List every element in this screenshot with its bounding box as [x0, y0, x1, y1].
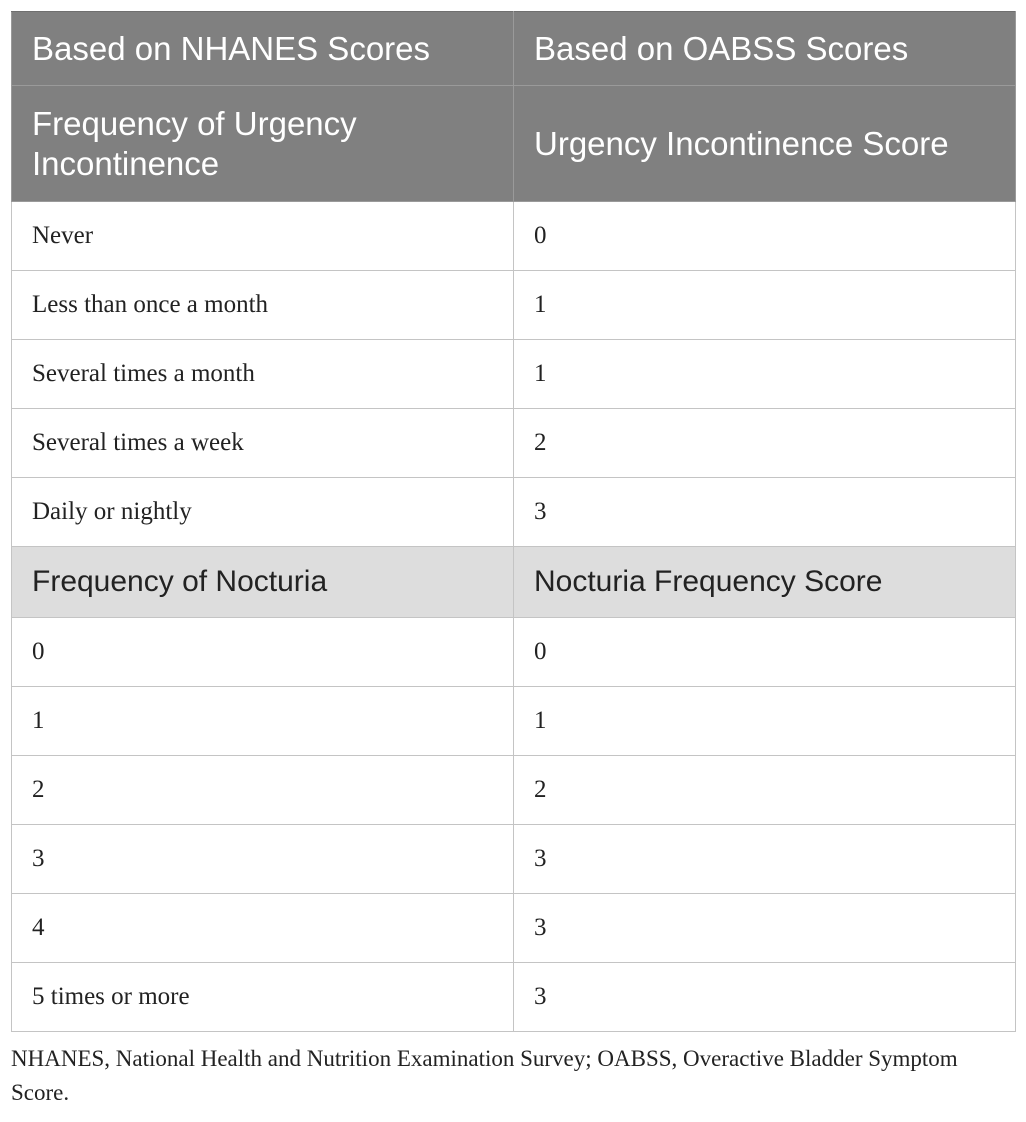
- score-mapping-table-container: [11, 11, 1015, 1032]
- table-header-row: [12, 12, 1016, 86]
- table-row: [12, 825, 1016, 894]
- nhanes-value-cell: 1: [12, 687, 514, 756]
- nhanes-value-cell: 5 times or more: [12, 963, 514, 1032]
- section-header-nocturia-score: Nocturia Frequency Score: [514, 547, 1016, 618]
- table-row: [12, 271, 1016, 340]
- column-header-oabss: Based on OABSS Scores: [514, 12, 1016, 86]
- nhanes-value-cell: 3: [12, 825, 514, 894]
- section-header-urgency-score: Urgency Incontinence Score: [514, 86, 1016, 202]
- table-row: [12, 409, 1016, 478]
- table-row: [12, 756, 1016, 825]
- oabss-score-cell: 0: [514, 618, 1016, 687]
- score-mapping-table: [11, 11, 1016, 1032]
- nhanes-value-cell: 2: [12, 756, 514, 825]
- nhanes-value-cell: Less than once a month: [12, 271, 514, 340]
- nhanes-value-cell: 0: [12, 618, 514, 687]
- nhanes-value-cell: Several times a month: [12, 340, 514, 409]
- section-header-row: [12, 86, 1016, 202]
- table-row: [12, 478, 1016, 547]
- section-header-row: [12, 547, 1016, 618]
- oabss-score-cell: 3: [514, 963, 1016, 1032]
- nhanes-value-cell: Daily or nightly: [12, 478, 514, 547]
- column-header-nhanes: Based on NHANES Scores: [12, 12, 514, 86]
- oabss-score-cell: 3: [514, 478, 1016, 547]
- oabss-score-cell: 1: [514, 687, 1016, 756]
- table-row: [12, 894, 1016, 963]
- oabss-score-cell: 1: [514, 271, 1016, 340]
- nhanes-value-cell: Never: [12, 202, 514, 271]
- oabss-score-cell: 3: [514, 894, 1016, 963]
- oabss-score-cell: 3: [514, 825, 1016, 894]
- table-row: [12, 963, 1016, 1032]
- section-header-nocturia-frequency: Frequency of Nocturia: [12, 547, 514, 618]
- table-row: [12, 618, 1016, 687]
- nhanes-value-cell: 4: [12, 894, 514, 963]
- table-row: [12, 340, 1016, 409]
- oabss-score-cell: 2: [514, 409, 1016, 478]
- section-header-urgency-frequency: Frequency of Urgency Incontinence: [12, 86, 514, 202]
- nhanes-value-cell: Several times a week: [12, 409, 514, 478]
- oabss-score-cell: 2: [514, 756, 1016, 825]
- table-row: [12, 687, 1016, 756]
- oabss-score-cell: 1: [514, 340, 1016, 409]
- oabss-score-cell: 0: [514, 202, 1016, 271]
- table-row: [12, 202, 1016, 271]
- table-footnote: NHANES, National Health and Nutrition Examination Survey; OABSS, Overactive Bladder Symptom Score.: [11, 1046, 958, 1105]
